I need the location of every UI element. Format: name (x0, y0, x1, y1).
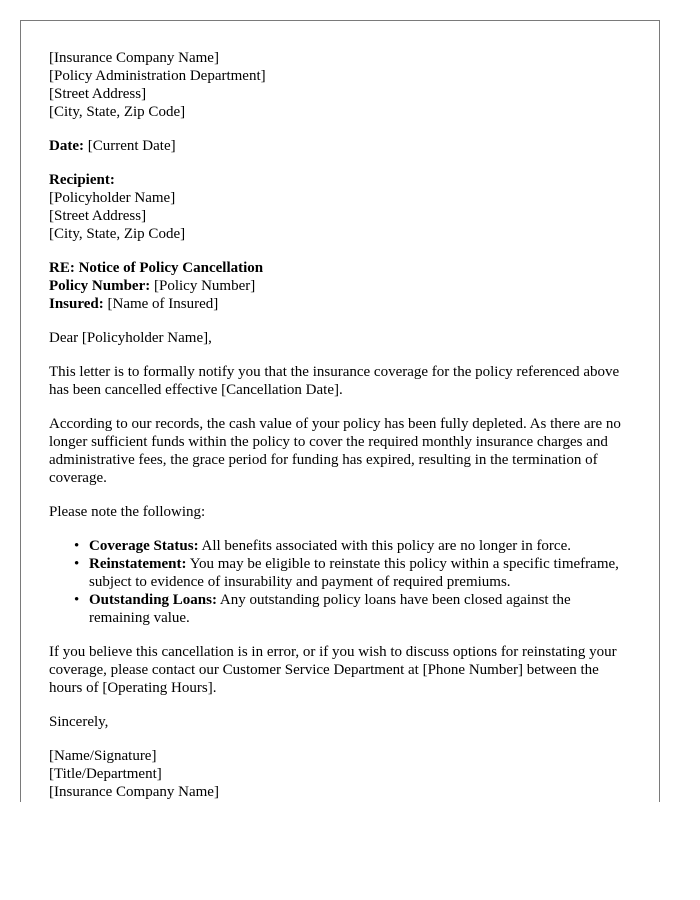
letter-body (49, 49, 629, 802)
paragraph-contact: If you believe this cancellation is in error, or if you wish to discuss options for reinstating your coverage, please contact our Customer Service Department at [Phone Number] between the hours of [Operating Hours]. (49, 644, 617, 696)
letter-page (20, 20, 660, 802)
insured-label: Insured: (49, 296, 104, 312)
bullet-icon: • (74, 592, 80, 608)
bullet-icon: • (74, 556, 80, 572)
list-item-reinstatement (74, 555, 629, 591)
signature-title: [Title/Department] (49, 766, 162, 782)
paragraph-notification: This letter is to formally notify you that the insurance coverage for the policy referenced above has been cancelled effective [Cancellation Date]. (49, 364, 620, 398)
date-value: [Current Date] (87, 138, 176, 154)
notes-list (49, 537, 629, 627)
recipient-name: [Policyholder Name] (49, 190, 176, 206)
signature-block (49, 747, 629, 801)
valediction: Sincerely, (49, 714, 109, 730)
sender-address (49, 49, 629, 121)
sender-department: [Policy Administration Department] (49, 68, 266, 84)
paragraph-reason: According to our records, the cash value of your policy has been fully depleted. As there are no longer sufficient funds within the policy to cover the required monthly insurance charges and administrative fees, the grace period for funding has expired, resulting in the termination of coverage. (49, 416, 621, 486)
recipient-address (49, 171, 629, 243)
date-label: Date: (49, 138, 84, 154)
list-item-outstanding-loans (74, 591, 629, 627)
policy-number-line (49, 277, 629, 295)
policy-number-label: Policy Number: (49, 278, 151, 294)
policy-number-value: [Policy Number] (153, 278, 256, 294)
list-item-coverage-status (74, 537, 629, 555)
note-text: Any outstanding policy loans have been closed against the remaining value. (89, 592, 571, 626)
signature-name: [Name/Signature] (49, 748, 157, 764)
note-text: You may be eligible to reinstate this policy within a specific timeframe, subject to evidence of insurability and payment of required premiums. (89, 556, 619, 590)
recipient-label: Recipient: (49, 172, 115, 188)
sender-company: [Insurance Company Name] (49, 50, 219, 66)
date-line (49, 137, 629, 155)
note-label: Reinstatement: (89, 556, 187, 572)
note-label: Outstanding Loans: (89, 592, 217, 608)
signature-company: [Insurance Company Name] (49, 784, 219, 800)
bullet-icon: • (74, 538, 80, 554)
insured-line (49, 295, 629, 313)
salutation: Dear [Policyholder Name], (49, 330, 212, 346)
reference-block (49, 259, 629, 313)
note-text: All benefits associated with this policy are no longer in force. (201, 538, 571, 554)
subject-line: RE: Notice of Policy Cancellation (49, 260, 264, 276)
insured-value: [Name of Insured] (107, 296, 219, 312)
sender-city: [City, State, Zip Code] (49, 104, 186, 120)
recipient-street: [Street Address] (49, 208, 147, 224)
recipient-city: [City, State, Zip Code] (49, 226, 186, 242)
paragraph-notes-intro: Please note the following: (49, 504, 206, 520)
note-label: Coverage Status: (89, 538, 199, 554)
sender-street: [Street Address] (49, 86, 147, 102)
